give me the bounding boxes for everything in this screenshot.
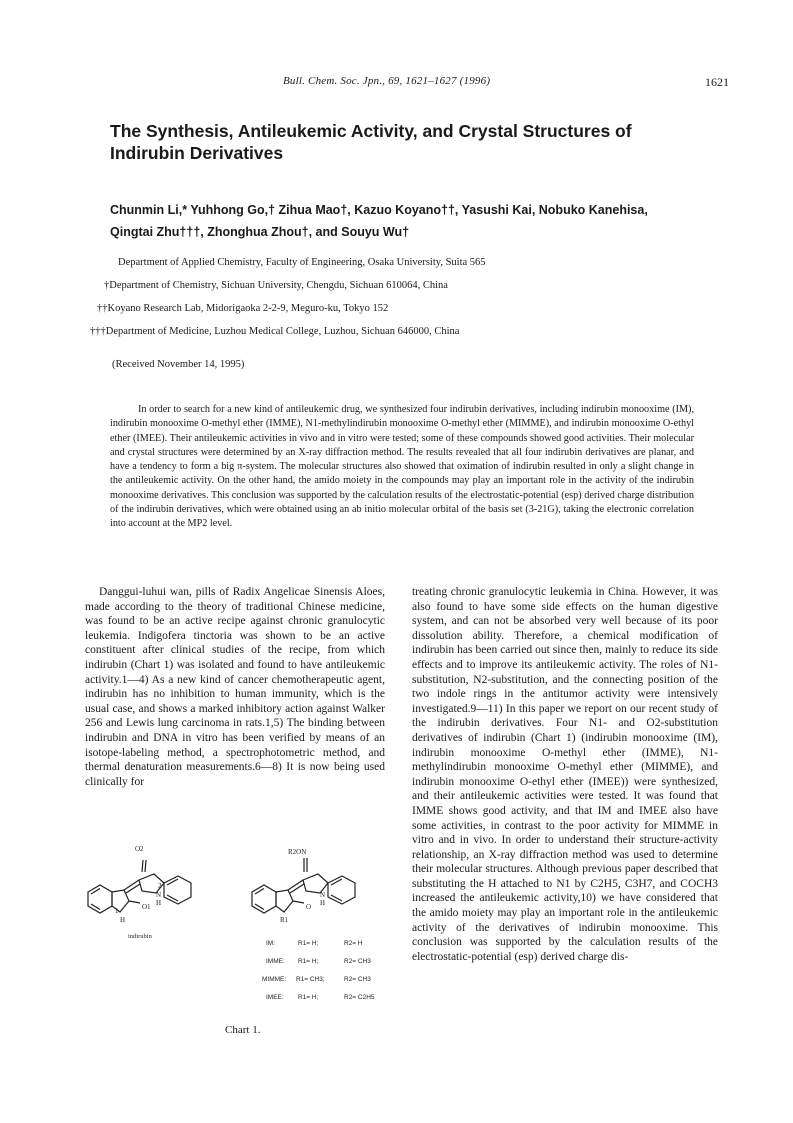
benzene-ring-upper (164, 876, 191, 904)
indirubin-structure (88, 860, 191, 913)
abstract (110, 403, 694, 532)
page-number: 1621 (705, 75, 729, 89)
paper-title: The Synthesis, Antileukemic Activity, and Crystal Structures of Indirubin Derivatives (110, 121, 632, 163)
affiliation-3: ††Koyano Research Lab, Midorigaoka 2-2-9, Meguro-ku, Tokyo 152 (97, 303, 389, 314)
affiliation-2: †Department of Chemistry, Sichuan University, Chengdu, Sichuan 610064, China (104, 280, 448, 291)
author-line-1: Chunmin Li,* Yuhhong Go,† Zihua Mao†, Kazuo Koyano††, Yasushi Kai, Nobuko Kanehisa, (110, 203, 648, 217)
legend-imee-name: IMEE: (266, 994, 284, 1001)
paragraph: Danggui-luhui wan, pills of Radix Angelicae Sinensis Aloes, made according to the theory of traditional Chinese medicine, was found to be an active recipe against chronic granulocytic leukemia. Indigofera tinctoria was shown to be an active constituent after clinical studies of the recipe, from which indirubin (Chart 1) was isolated and found to have antileukemic activity.1—4) As a new kind of cancer chemotherapeutic agent, indirubin has no inhibition to human immunity, which is the usual case, and shows a marked inhibitory action against Walker 256 and Lewis lung carcinoma in rats.1,5) The binding between indirubin and DNA in vitro has been verified by means of an isotope-labeling method, a spectrophotometric method, and thermal denaturation measurements.6—8) It is now being used clinically for (85, 586, 385, 788)
legend-im-r2: R2= H (344, 940, 363, 947)
legend-im-name: IM: (266, 940, 276, 947)
legend-imme-name: IMME: (266, 958, 285, 965)
atom-label-r2on: R2ON (288, 848, 307, 856)
atom-label-h: H (320, 899, 326, 907)
legend-imee-r1: R1= H; (298, 994, 319, 1001)
benzene-ring-upper (328, 876, 355, 904)
legend-imme-r2: R2= CH3 (344, 958, 371, 965)
atom-label-h-upper: H (156, 899, 162, 907)
atom-label-n: N (320, 891, 326, 899)
legend-imee-r2: R2= C2H5 (344, 994, 375, 1001)
body-column-left (85, 585, 385, 789)
legend-mimme-name: MIMME: (262, 976, 287, 983)
atom-label-r1: R1 (280, 916, 289, 924)
chart-caption: Chart 1. (225, 1024, 261, 1036)
atom-number-2: 2 (158, 882, 162, 890)
atom-label-o1: O1 (142, 903, 151, 911)
author-line-2: Qingtai Zhu†††, Zhonghua Zhou†, and Souyu Wu† (110, 225, 410, 239)
abstract-text: In order to search for a new kind of antileukemic drug, we synthesized four indirubin derivatives, including indirubin monooxime (IM), indirubin monooxime O-methyl ether (IMME), N1-methylindirubin monooxime O-methyl ether (MIMME), and indirubin monooxime O-ethyl ether (IMEE). Their antileukemic activities in vivo and in vitro were tested; some of these compounds showed good activities. Their molecular and crystal structures were determined by an X-ray diffraction method. The results revealed that all four indirubin derivatives are planar, and have a tendency to form a big π-system. The molecular structures also showed that oximation of indirubin resulted in only a slight change in the antileukemic activity. On the other hand, the amido moiety in the compounds may play an important role in the activity of the indirubin monooxime derivatives. This conclusion was supported by the calculation results of the electrostatic-potential (esp) derived charge distribution of the indirubin derivatives, which were obtained using an ab initio molecular orbital of the basis set (3-21G), taking the electronic correlation into account at the MP2 level. (110, 404, 694, 530)
atom-label-o2: O2 (135, 845, 144, 853)
structure-drawing (70, 830, 390, 1030)
journal-citation: Bull. Chem. Soc. Jpn., 69, 1621–1627 (1996) (283, 75, 491, 87)
atom-label-o: O (306, 903, 312, 911)
derivative-structure (252, 858, 355, 913)
chart-1-structures (70, 830, 390, 1030)
body-column-right (412, 585, 718, 964)
legend-im-r1: R1= H; (298, 940, 319, 947)
affiliation-1: Department of Applied Chemistry, Faculty of Engineering, Osaka University, Suita 565 (118, 257, 486, 268)
atom-label-n: N (156, 891, 162, 899)
paragraph: treating chronic granulocytic leukemia in China. However, it was also found to have some side effects on the human digestive system, and can not be absorbed very well because of its poor dissolution ability. Therefore, a chemical modification of indirubin has been carried out since then, mainly to reduce its side effects and to improve its antileukemic activity. The roles of N1-substitution, N2-substitution, and the connecting position of the two indole rings in the antitumor activity were intensively investigated.9—11) In this paper we report on our recent study of the indirubin derivatives. Four N1- and O2-substitution derivatives of indirubin (Chart 1) (indirubin monooxime (IM), indirubin monooxime O-methyl ether (IMME), N1-methylindirubin monooxime O-methyl ether (MIMME), and indirubin monooxime O-ethyl ether (IMEE)) were synthesized, and their antileukemic activities were tested. It was found that IMME shows good activity, and that IM and IMEE also have some activities, in contrast to the poor activity for MIMME in vitro and in vivo. In order to understand their structure-activity relationship, an X-ray diffraction method was used to determine their molecular structures. Although previous paper described that substituting the H attached to N1 by C2H5, C3H7, and COCH3 increased the antileukemic activity,10) we have considered that the amido moiety may play an important role in the antileukemic activity of the derivatives of indirubin monooxime. This conclusion was supported by the calculation results of the electrostatic-potential (esp) derived charge dis- (412, 586, 718, 963)
indirubin-label: indirubin (128, 933, 152, 940)
atom-label-h-lower: H (120, 916, 126, 924)
received-date: (Received November 14, 1995) (112, 359, 245, 370)
central-double-bond (124, 880, 139, 890)
central-double-bond (288, 880, 303, 890)
substituent-legend (262, 940, 375, 1001)
legend-mimme-r1: R1= CH3; (296, 976, 325, 983)
legend-imme-r1: R1= H; (298, 958, 319, 965)
affiliation-4: †††Department of Medicine, Luzhou Medical College, Luzhou, Sichuan 646000, China (90, 326, 460, 337)
legend-mimme-r2: R2= CH3 (344, 976, 371, 983)
author-list (110, 199, 670, 243)
atom-number-1: 1 (115, 907, 119, 915)
